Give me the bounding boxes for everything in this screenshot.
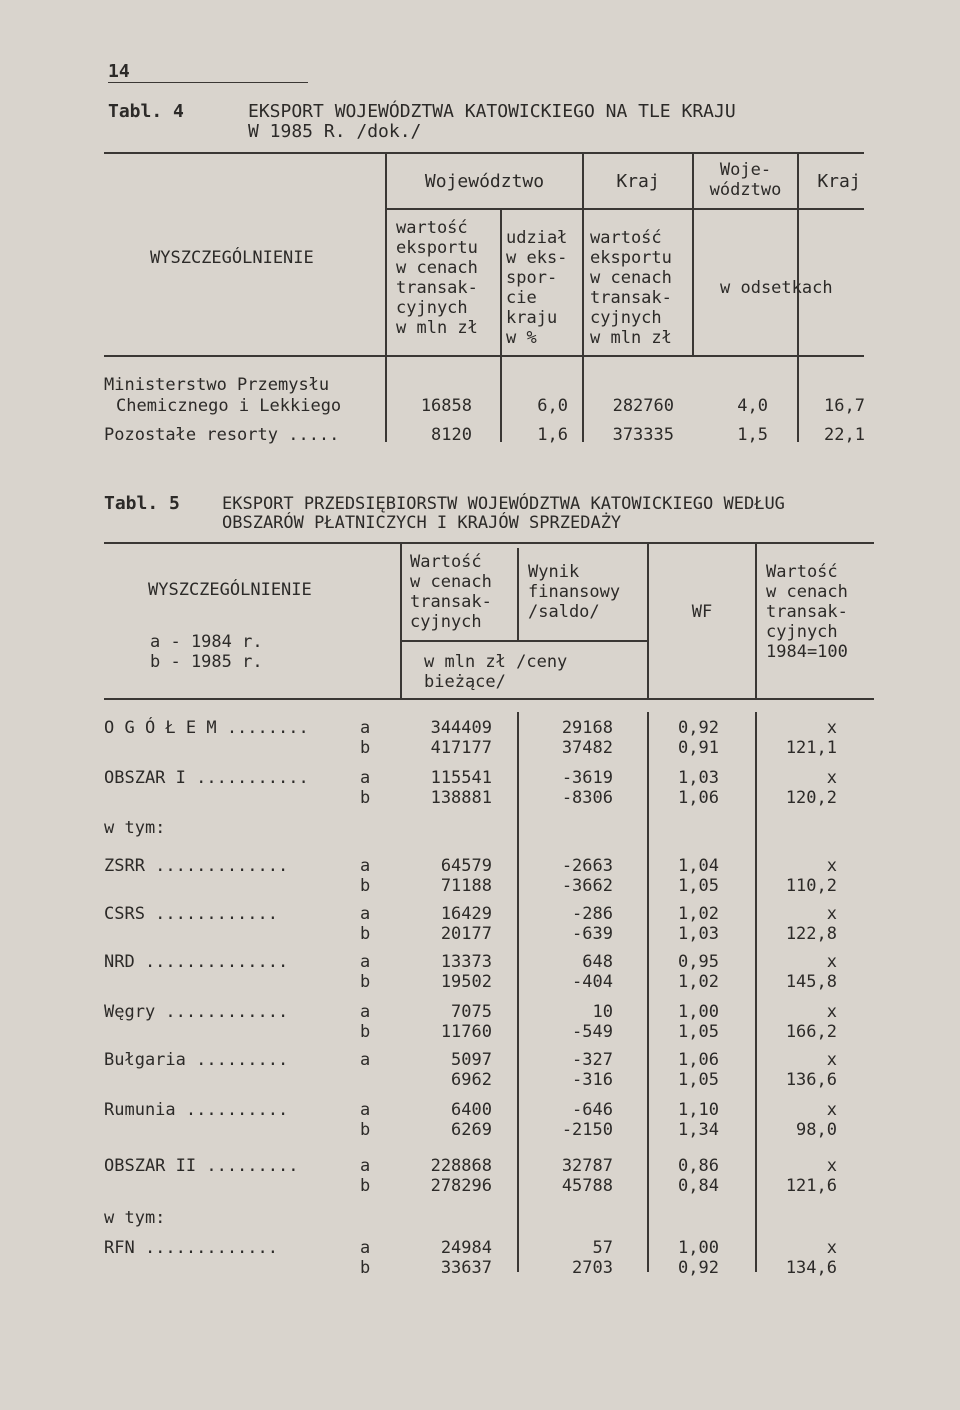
t4-head-kraj2: Kraj <box>817 171 861 192</box>
t5-cell-v3: 0,92 <box>678 1258 719 1278</box>
t5-cell-v2: -2150 <box>561 1120 613 1140</box>
t5-cell-label: Rumunia .......... <box>104 1100 289 1120</box>
t5-cell-ab: a <box>360 1238 371 1258</box>
t5-cell-ab: a <box>360 1156 371 1176</box>
t5-cell-v2: 32787 <box>561 1156 613 1176</box>
t5-cell-v2: -3662 <box>561 876 613 896</box>
t4-head-wojewodztwo: Województwo <box>424 171 545 192</box>
table4-title-line1: EKSPORT WOJEWÓDZTWA KATOWICKIEGO NA TLE KRAJU <box>248 101 736 122</box>
t5-cell-v2: -2663 <box>561 856 613 876</box>
t4-sub-wartosc-woj: wartość eksportu w cenach transak- cyjnych w mln zł <box>396 218 478 338</box>
t5-cell-v3: 1,00 <box>678 1002 719 1022</box>
t4-head-wyszczegolnienie: WYSZCZEGÓLNIENIE <box>150 248 314 268</box>
t5-cell-ab: a <box>360 904 371 924</box>
t5-cell-v4: x <box>826 768 837 788</box>
t4-row1-label1: Ministerstwo Przemysłu <box>104 375 330 395</box>
t4-row2-v1: 8120 <box>431 425 472 445</box>
t5-cell-v3: 1,03 <box>678 924 719 944</box>
t5-cell-v4: 136,6 <box>785 1070 837 1090</box>
t5-cell-label: OBSZAR I ........... <box>104 768 309 788</box>
t5-cell-v4: 166,2 <box>785 1022 837 1042</box>
t5-cell-v4: 120,2 <box>785 788 837 808</box>
t5-cell-label: OBSZAR II ......... <box>104 1156 299 1176</box>
t5-cell-v2: -549 <box>572 1022 613 1042</box>
t5-cell-v2: 57 <box>592 1238 613 1258</box>
t5-cell-v4: 121,6 <box>785 1176 837 1196</box>
t5-cell-v2: 648 <box>582 952 613 972</box>
t5-cell-label: w tym: <box>104 1208 166 1228</box>
t4-head-woj2-1: Woje- <box>719 160 772 180</box>
t5-cell-v4: x <box>826 1002 837 1022</box>
t5-cell-v2: -3619 <box>561 768 613 788</box>
t5-cell-v1: 344409 <box>430 718 492 738</box>
t5-cell-ab: b <box>360 876 371 896</box>
t5-cell-v4: x <box>826 1156 837 1176</box>
table4-title-line2: W 1985 R. /dok./ <box>248 121 422 142</box>
t5-head-wyszczegolnienie: WYSZCZEGÓLNIENIE <box>148 580 312 600</box>
t5-cell-ab: a <box>360 856 371 876</box>
t5-cell-v1: 6269 <box>451 1120 492 1140</box>
t5-cell-ab: a <box>360 1100 371 1120</box>
t4-row1-v2: 6,0 <box>537 396 568 416</box>
t5-cell-v1: 11760 <box>440 1022 492 1042</box>
t5-cell-v4: x <box>826 718 837 738</box>
t5-cell-v1: 20177 <box>440 924 492 944</box>
table5-label: Tabl. 5 <box>104 493 180 514</box>
t5-cell-v4: 98,0 <box>796 1120 837 1140</box>
t5-cell-v3: 1,02 <box>678 904 719 924</box>
t5-cell-ab: b <box>360 738 371 758</box>
t5-cell-v1: 278296 <box>430 1176 492 1196</box>
t5-cell-v4: x <box>826 904 837 924</box>
t5-cell-v1: 33637 <box>440 1258 492 1278</box>
t4-row2-v2: 1,6 <box>537 425 568 445</box>
t5-cell-ab: b <box>360 1258 371 1278</box>
t5-cell-v1: 24984 <box>440 1238 492 1258</box>
t5-cell-label: Bułgaria ......... <box>104 1050 289 1070</box>
t4-head-woj2-2: wództwo <box>709 180 782 200</box>
t5-cell-v3: 1,06 <box>678 1050 719 1070</box>
t5-cell-label: ZSRR ............. <box>104 856 289 876</box>
t5-cell-v1: 138881 <box>430 788 492 808</box>
t4-row1-v1: 16858 <box>420 396 472 416</box>
t5-cell-v1: 115541 <box>430 768 492 788</box>
t5-cell-v3: 1,00 <box>678 1238 719 1258</box>
page-number: 14 <box>108 61 130 82</box>
t4-row1-v5: 16,7 <box>824 396 865 416</box>
t5-cell-label: CSRS ............ <box>104 904 278 924</box>
t5-cell-label: RFN ............. <box>104 1238 278 1258</box>
t5-legend-a: a - 1984 r. <box>150 632 263 652</box>
t5-cell-v4: 122,8 <box>785 924 837 944</box>
t5-cell-v3: 0,84 <box>678 1176 719 1196</box>
t5-cell-ab: b <box>360 1022 371 1042</box>
t5-cell-ab: a <box>360 718 371 738</box>
t5-cell-v3: 1,05 <box>678 1022 719 1042</box>
t5-cell-ab: a <box>360 768 371 788</box>
t5-cell-v1: 228868 <box>430 1156 492 1176</box>
t4-sub-wartosc-kraj: wartość eksportu w cenach transak- cyjnych w mln zł <box>590 228 672 348</box>
t5-cell-ab: a <box>360 952 371 972</box>
t5-head-wartosc: Wartość w cenach transak- cyjnych <box>410 552 492 632</box>
t5-cell-v2: -404 <box>572 972 613 992</box>
t5-cell-v4: x <box>826 1238 837 1258</box>
t5-head-wf: WF <box>691 602 713 622</box>
t5-cell-v4: x <box>826 952 837 972</box>
t5-cell-ab: b <box>360 972 371 992</box>
t5-cell-v2: -8306 <box>561 788 613 808</box>
t5-cell-ab: b <box>360 924 371 944</box>
t5-head-units: w mln zł /ceny bieżące/ <box>424 652 568 692</box>
t5-cell-v1: 6962 <box>451 1070 492 1090</box>
t5-cell-v4: x <box>826 856 837 876</box>
t4-sub-odsetki: w odsetkach <box>720 278 833 298</box>
t5-cell-v4: 110,2 <box>785 876 837 896</box>
t5-cell-v3: 0,86 <box>678 1156 719 1176</box>
t5-cell-v1: 16429 <box>440 904 492 924</box>
t5-cell-v4: x <box>826 1050 837 1070</box>
t4-sub-udzial: udział w eks- spor- cie kraju w % <box>506 228 568 348</box>
t5-cell-label: NRD .............. <box>104 952 289 972</box>
t5-cell-v1: 7075 <box>451 1002 492 1022</box>
t4-row1-v4: 4,0 <box>737 396 768 416</box>
t5-cell-v2: 45788 <box>561 1176 613 1196</box>
t5-cell-v4: 121,1 <box>785 738 837 758</box>
t5-cell-v2: 29168 <box>561 718 613 738</box>
t5-cell-v1: 417177 <box>430 738 492 758</box>
t4-row2-label: Pozostałe resorty ..... <box>104 425 340 445</box>
t5-cell-v1: 19502 <box>440 972 492 992</box>
t5-cell-v3: 0,92 <box>678 718 719 738</box>
t5-cell-v3: 1,06 <box>678 788 719 808</box>
t5-cell-ab: b <box>360 1176 371 1196</box>
table5-title-line2: OBSZARÓW PŁATNICZYCH I KRAJÓW SPRZEDAŻY <box>222 513 622 533</box>
t5-cell-v2: -639 <box>572 924 613 944</box>
t4-row2-v3: 373335 <box>612 425 674 445</box>
t5-cell-ab: b <box>360 788 371 808</box>
t5-cell-v2: -316 <box>572 1070 613 1090</box>
t5-cell-label: w tym: <box>104 818 166 838</box>
t5-cell-v3: 1,04 <box>678 856 719 876</box>
t5-cell-v2: 10 <box>592 1002 613 1022</box>
t4-row1-label2: Chemicznego i Lekkiego <box>116 396 342 416</box>
page-header-rule <box>108 82 308 83</box>
t5-cell-v3: 1,02 <box>678 972 719 992</box>
table4-label: Tabl. 4 <box>108 101 184 122</box>
t5-cell-v1: 6400 <box>451 1100 492 1120</box>
t5-cell-v3: 0,95 <box>678 952 719 972</box>
t5-cell-v2: 37482 <box>561 738 613 758</box>
t5-legend-b: b - 1985 r. <box>150 652 263 672</box>
t4-head-kraj: Kraj <box>616 171 660 192</box>
t5-cell-v2: -327 <box>572 1050 613 1070</box>
t5-head-wartosc1984: Wartość w cenach transak- cyjnych 1984=100 <box>766 562 848 662</box>
t5-cell-v3: 1,34 <box>678 1120 719 1140</box>
t5-cell-v1: 64579 <box>440 856 492 876</box>
t5-cell-v3: 1,05 <box>678 1070 719 1090</box>
t5-cell-ab: a <box>360 1002 371 1022</box>
t5-cell-v3: 1,03 <box>678 768 719 788</box>
t5-cell-v3: 0,91 <box>678 738 719 758</box>
t5-cell-v4: 145,8 <box>785 972 837 992</box>
t5-cell-v3: 1,05 <box>678 876 719 896</box>
t4-row2-v5: 22,1 <box>824 425 865 445</box>
t5-cell-v1: 5097 <box>451 1050 492 1070</box>
t5-cell-label: O G Ó Ł E M ........ <box>104 718 309 738</box>
t5-cell-ab: b <box>360 1120 371 1140</box>
t4-row2-v4: 1,5 <box>737 425 768 445</box>
t5-cell-v2: -286 <box>572 904 613 924</box>
t5-cell-v1: 71188 <box>440 876 492 896</box>
t5-cell-v4: x <box>826 1100 837 1120</box>
t5-cell-v2: 2703 <box>572 1258 613 1278</box>
table5-title-line1: EKSPORT PRZEDSIĘBIORSTW WOJEWÓDZTWA KATOWICKIEGO WEDŁUG <box>222 494 785 514</box>
t5-cell-label: Węgry ............ <box>104 1002 289 1022</box>
t5-head-wynik: Wynik finansowy /saldo/ <box>528 562 621 622</box>
t5-cell-v4: 134,6 <box>785 1258 837 1278</box>
t5-cell-ab: a <box>360 1050 371 1070</box>
t5-cell-v2: -646 <box>572 1100 613 1120</box>
t4-row1-v3: 282760 <box>612 396 674 416</box>
t5-cell-v1: 13373 <box>440 952 492 972</box>
t5-cell-v3: 1,10 <box>678 1100 719 1120</box>
